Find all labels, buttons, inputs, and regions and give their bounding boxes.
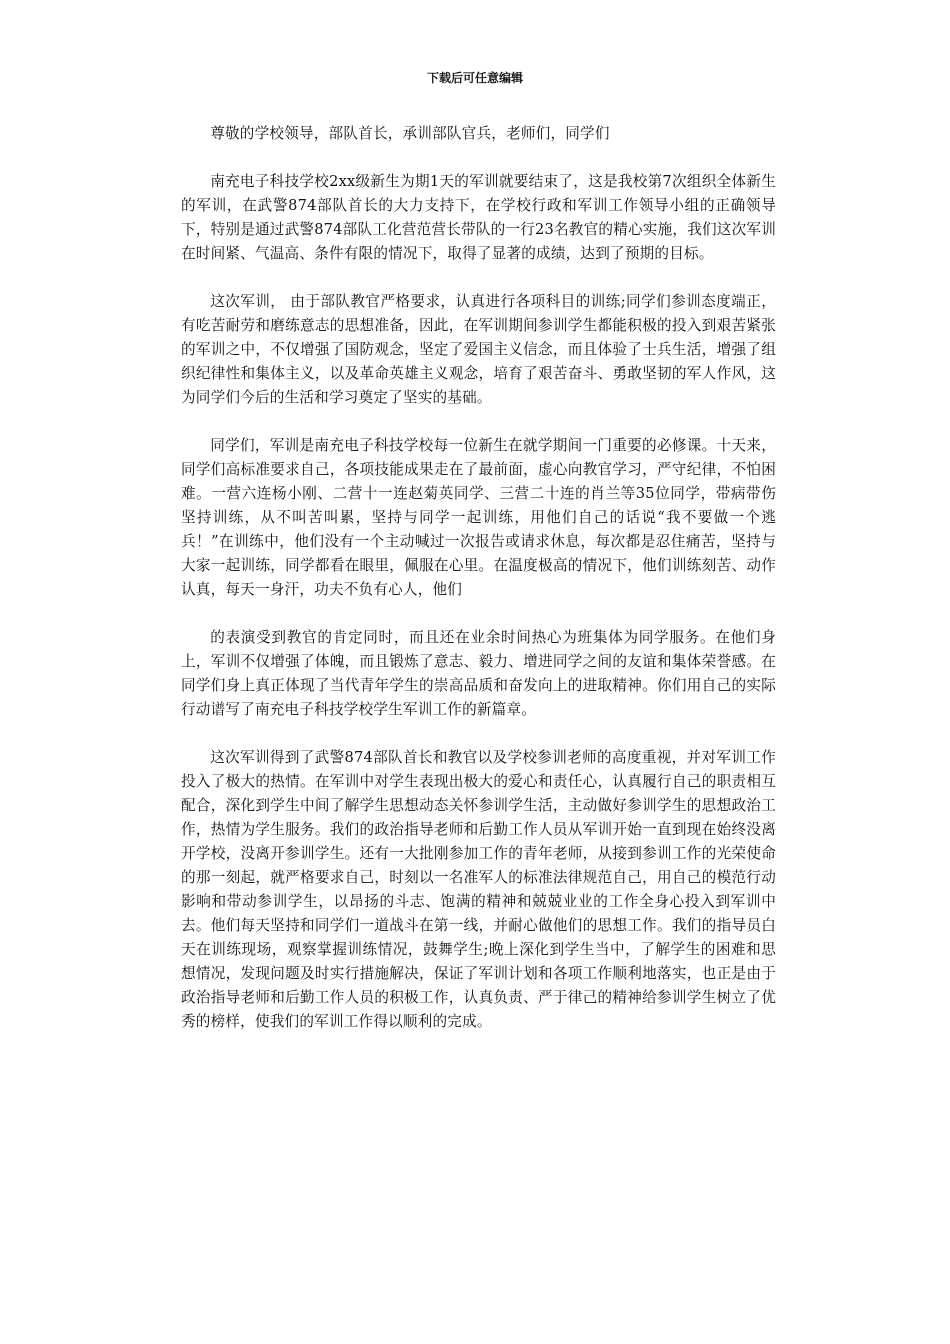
paragraph-4: 的表演受到教官的肯定同时，而且还在业余时间热心为班集体为同学服务。在他们身上，军训不仅增强了体魄，而且锻炼了意志、毅力、增进同学之间的友谊和集体荣誉感。在同学们身上真正体现了当代青年学生的崇高品质和奋发向上的进取精神。你们用自己的实际行动谱写了南充电子科技学校学生军训工作的新篇章。 (181, 629, 776, 718)
paragraph-3: 同学们，军训是南充电子科技学校每一位新生在就学期间一门重要的必修课。十天来，同学们高标准要求自己，各项技能成果走在了最前面，虚心向教官学习，严守纪律，不怕困难。一营六连杨小刚、二营十一连赵菊英同学、三营二十连的肖兰等35位同学，带病带伤坚持训练，从不叫苦叫累，坚持与同学一起训练，用他们自己的话说“我不要做一个逃兵！”在训练中，他们没有一个主动喊过一次报告或请求休息，每次都是忍住痛苦，坚持与大家一起训练，同学都看在眼里，佩服在心里。在温度极高的情况下，他们训练刻苦、动作认真，每天一身汗，功夫不负有心人，他们 (181, 437, 776, 598)
paragraph-5: 这次军训得到了武警874部队首长和教官以及学校参训老师的高度重视，并对军训工作投入了极大的热情。在军训中对学生表现出极大的爱心和责任心，认真履行自己的职责相互配合，深化到学生中间了解学生思想动态关怀参训学生活，主动做好参训学生的思想政治工作，热情为学生服务。我们的政治指导老师和后勤工作人员从军训开始一直到现在始终没离开学校，没离开参训学生。还有一大批刚参加工作的青年老师，从接到参训工作的光荣使命的那一刻起，就严格要求自己，时刻以一名准军人的标准法律规范自己，用自己的模范行动影响和带动参训学生，以昂扬的斗志、饱满的精神和兢兢业业的工作全身心投入到军训中去。他们每天坚持和同学们一道战斗在第一线，并耐心做他们的思想工作。我们的指导员白天在训练现场，观察掌握训练情况，鼓舞学生;晚上深化到学生当中，了解学生的困难和思想情况，发现问题及时实行措施解决，保证了军训计划和各项工作顺利地落实，也正是由于政治指导老师和后勤工作人员的积极工作，认真负责、严于律己的精神给参训学生树立了优秀的榜样，使我们的军训工作得以顺利的完成。 (181, 749, 776, 1030)
document-body (181, 122, 776, 1058)
paragraph-salutation: 尊敬的学校领导，部队首长，承训部队官兵，老师们，同学们 (210, 125, 610, 142)
paragraph-2: 这次军训， 由于部队教官严格要求，认真进行各项科目的训练;同学们参训态度端正，有吃苦耐劳和磨练意志的思想准备，因此，在军训期间参训学生都能积极的投入到艰苦紧张的军训之中，不仅增强了国防观念，坚定了爱国主义信念，而且体验了士兵生活，增强了组织纪律性和集体主义，以及革命英雄主义观念，培育了艰苦奋斗、勇敢坚韧的军人作风，这为同学们今后的生活和学习奠定了坚实的基础。 (181, 293, 776, 406)
paragraph-1: 南充电子科技学校2xx级新生为期1天的军训就要结束了，这是我校第7次组织全体新生的军训，在武警874部队首长的大力支持下，在学校行政和军训工作领导小组的正确领导下，特别是通过武警874部队工化营范营长带队的一行23名教官的精心实施，我们这次军训在时间紧、气温高、条件有限的情况下，取得了显著的成绩，达到了预期的目标。 (181, 173, 776, 262)
header-note: 下载后可任意编辑 (426, 71, 523, 85)
